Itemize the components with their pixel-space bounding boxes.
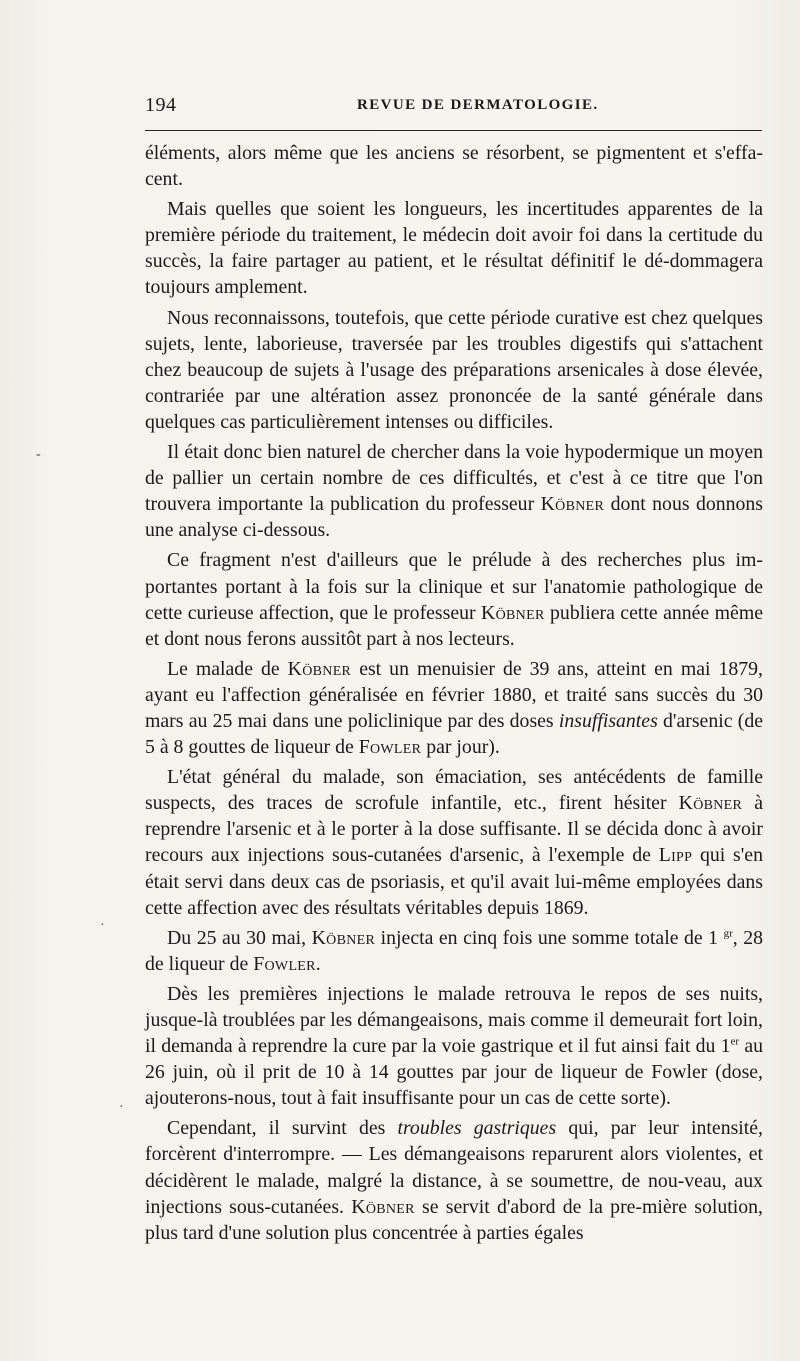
- text-run: Mais quelles que soient les longueurs, les incertitudes apparentes de la première période du traitement, le médecin doit avoir foi dans la certitude du succès, la faire partager au patient, et le résultat définitif le dé-dommagera toujours amplement.: [145, 198, 763, 299]
- paragraph: [145, 764, 763, 921]
- margin-dash: -: [36, 447, 41, 462]
- person-name: Köbner: [351, 1195, 415, 1218]
- text-run: qui, par leur intensité, forcèrent d'interrompre. — Les démangeaisons reparurent alors violentes, et décidèrent le malade, malgré la distance, à se soumettre, de nou-veau, aux injections sous-cutanées.: [145, 1117, 763, 1218]
- emphasis: troubles gastriques: [397, 1117, 557, 1140]
- person-name: Köbner: [311, 926, 376, 949]
- text-run: Nous reconnaissons, toutefois, que cette période curative est chez quelques sujets, lente, laborieuse, traversée par les troubles digestifs qui s'attachent chez beaucoup de sujets à l'usage des préparations arsenicales à dose élevée, contrariée par une altération assez prononcée de la santé générale dans quelques cas particulièrement intenses ou difficiles.: [145, 306, 763, 433]
- person-name: Fowler: [253, 952, 316, 975]
- text-run: au 26 juin, où il prit de 10 à 14 gouttes par jour de liqueur de Fowler (dose, ajouterons-nous, tout à fait insuffisante pour un cas de cette sorte).: [145, 1035, 763, 1110]
- text-run: Ce fragment n'est d'ailleurs que le prélude à des recherches plus im-portantes portant à la fois sur la clinique et sur l'anatomie pathologique de cette curieuse affection, que le professeur: [145, 549, 763, 624]
- margin-dot: ·: [119, 1100, 124, 1115]
- person-name: Köbner: [287, 657, 352, 680]
- text-run: injecta en cinq fois une somme totale de 1: [375, 926, 724, 949]
- paragraph: [145, 196, 763, 300]
- paragraph: [145, 140, 763, 192]
- paragraph: [145, 305, 763, 435]
- superscript: gr: [723, 927, 733, 940]
- margin-dot: ·: [100, 918, 105, 933]
- text-run: , 28 de liqueur de: [145, 926, 764, 975]
- paragraph: [145, 547, 763, 651]
- text-run: Du 25 au 30 mai,: [167, 926, 312, 949]
- text-run: est un menuisier de 39 ans, atteint en mai 1879, ayant eu l'affection généralisée en février 1880, et traité sans succès du 30 mars au 25 mai dans une policlinique par des doses: [145, 657, 763, 732]
- text-run: publiera cette année même et dont nous ferons aussitôt part à nos lecteurs.: [145, 601, 763, 650]
- text-run: Le malade de: [167, 657, 288, 680]
- person-name: Fowler: [358, 736, 422, 759]
- emphasis: insuffisantes: [558, 709, 658, 732]
- paragraph: [145, 656, 763, 760]
- person-name: Köbner: [678, 792, 743, 815]
- paragraph: [145, 925, 763, 977]
- paragraph: [145, 1115, 763, 1245]
- text-run: Cependant, il survint des: [167, 1117, 398, 1140]
- text-run: L'état général du malade, son émaciation, ses antécédents de famille suspects, des traces de scrofule infantile, etc., firent hésiter: [145, 766, 763, 815]
- text-run: Dès les premières injections le malade retrouva le repos de ses nuits, jusque-là troublées par les démangeaisons, mais comme il demeurait fort loin, il demanda à reprendre la cure par la voie gastrique et il fut ainsi fait du 1: [145, 982, 763, 1058]
- article-body: [145, 140, 763, 1246]
- page-number: 194: [145, 94, 177, 116]
- text-run: se servit d'abord de la pre-mière solution, plus tard d'une solution plus concentrée à parties égales: [145, 1195, 763, 1244]
- text-run: qui s'en était servi dans deux cas de psoriasis, et qu'il avait lui-même employées dans cette affection avec des résultats véritables depuis 1869.: [145, 844, 763, 919]
- person-name: Köbner: [481, 601, 545, 624]
- paragraph: [145, 439, 763, 543]
- text-run: par jour).: [421, 736, 500, 759]
- text-run: Il était donc bien naturel de chercher dans la voie hypodermique un moyen de pallier un certain nombre de ces difficultés, et c'est à ce titre que l'on trouvera importante la publication du professeur: [145, 441, 763, 516]
- text-run: dont nous donnons une analyse ci-dessous.: [145, 493, 763, 542]
- text-run: éléments, alors même que les anciens se résorbent, se pigmentent et s'effa-cent.: [145, 142, 763, 191]
- text-run: .: [315, 952, 321, 975]
- text-run: à reprendre l'arsenic et à le porter à la dose suffisante. Il se décida donc à avoir recours aux injections sous-cutanées d'arsenic, à l'exemple de: [145, 792, 763, 867]
- person-name: Köbner: [540, 493, 605, 516]
- text-run: d'arsenic (de 5 à 8 gouttes de liqueur de: [145, 709, 763, 759]
- journal-title: REVUE DE DERMATOLOGIE.: [357, 97, 599, 113]
- superscript: er: [730, 1035, 740, 1048]
- header-rule: [145, 130, 762, 131]
- running-head: [145, 94, 762, 124]
- person-name: Lipp: [658, 844, 693, 867]
- paragraph: [145, 981, 763, 1111]
